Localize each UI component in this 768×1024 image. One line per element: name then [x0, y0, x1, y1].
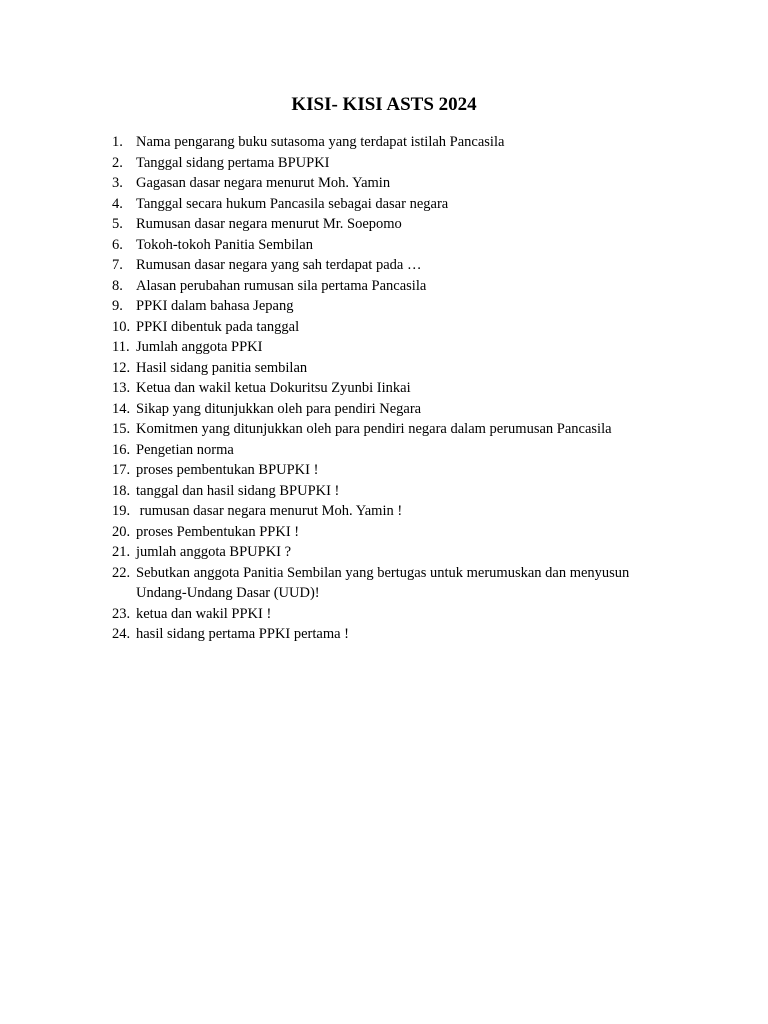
list-item-text: Jumlah anggota PPKI — [136, 339, 263, 355]
list-item — [112, 522, 672, 543]
list-item-text: Nama pengarang buku sutasoma yang terdapat istilah Pancasila — [136, 134, 505, 150]
list-item-text: rumusan dasar negara menurut Moh. Yamin ! — [136, 503, 403, 519]
list-item-number: 2. — [112, 154, 123, 171]
list-item — [112, 604, 672, 625]
list-item-number: 16. — [112, 441, 131, 458]
list-item-text: proses Pembentukan PPKI ! — [136, 523, 300, 540]
list-item-text: hasil sidang pertama PPKI pertama ! — [136, 626, 350, 642]
list-item — [112, 624, 672, 645]
list-item — [112, 214, 672, 235]
list-item-number: 5. — [112, 216, 123, 232]
list-item-number: 3. — [112, 175, 123, 191]
list-item — [112, 276, 672, 297]
list-item — [112, 296, 672, 317]
list-item-number: 18. — [112, 482, 131, 499]
list-item — [112, 235, 672, 256]
list-item-number: 1. — [112, 134, 123, 150]
list-item — [112, 419, 672, 440]
list-item-text: Rumusan dasar negara menurut Mr. Soepomo — [136, 216, 402, 232]
list-item-text: Hasil sidang panitia sembilan — [136, 359, 308, 376]
list-item-text: Sikap yang ditunjukkan oleh para pendiri Negara — [136, 400, 422, 417]
list-item-text: Rumusan dasar negara yang sah terdapat pada … — [136, 257, 422, 273]
list-item — [112, 399, 672, 420]
list-item-text: Gagasan dasar negara menurut Moh. Yamin — [136, 175, 391, 191]
list-item — [112, 358, 672, 379]
list-item-number: 14. — [112, 400, 131, 417]
list-item-number: 21. — [112, 544, 131, 560]
list-item-text: Pengetian norma — [136, 441, 234, 458]
list-item-text: proses pembentukan BPUPKI ! — [136, 462, 319, 478]
list-item-number: 20. — [112, 523, 131, 540]
list-item-number: 24. — [112, 626, 131, 642]
list-item-number: 12. — [112, 359, 131, 376]
list-item — [112, 542, 672, 563]
list-item — [112, 194, 672, 215]
list-item-number: 8. — [112, 277, 123, 294]
list-item — [112, 153, 672, 174]
list-item-text: Komitmen yang ditunjukkan oleh para pendiri negara dalam perumusan Pancasila — [136, 421, 612, 437]
list-item — [112, 337, 672, 358]
list-item-text: Tanggal secara hukum Pancasila sebagai dasar negara — [136, 195, 449, 212]
list-item-text: PPKI dibentuk pada tanggal — [136, 318, 300, 335]
list-item-text: Alasan perubahan rumusan sila pertama Pancasila — [136, 277, 427, 294]
list-item — [112, 563, 672, 604]
list-item-number: 13. — [112, 380, 131, 396]
list-item-number: 19. — [112, 503, 131, 519]
list-item-text: Ketua dan wakil ketua Dokuritsu Zyunbi Iinkai — [136, 380, 411, 396]
list-item — [112, 173, 672, 194]
list-item-text: Tokoh-tokoh Panitia Sembilan — [136, 236, 313, 253]
list-item — [112, 132, 672, 153]
question-list — [112, 132, 672, 645]
list-item — [112, 460, 672, 481]
list-item-text: jumlah anggota BPUPKI ? — [136, 544, 292, 560]
list-item-number: 10. — [112, 318, 131, 335]
list-item-text: Tanggal sidang pertama BPUPKI — [136, 154, 330, 171]
list-item-number: 6. — [112, 236, 123, 253]
list-item — [112, 501, 672, 522]
list-item-number: 22. — [112, 564, 131, 581]
list-item — [112, 255, 672, 276]
list-item-number: 23. — [112, 605, 131, 622]
list-item-number: 9. — [112, 298, 123, 314]
list-item-number: 17. — [112, 462, 131, 478]
list-item-text: tanggal dan hasil sidang BPUPKI ! — [136, 482, 340, 499]
list-item-number: 15. — [112, 421, 131, 437]
list-item-number: 11. — [112, 339, 130, 355]
list-item — [112, 440, 672, 461]
list-item-text: Sebutkan anggota Panitia Sembilan yang bertugas untuk merumuskan dan menyusun Undang-Undang Dasar (UUD)! — [136, 564, 633, 601]
list-item-number: 7. — [112, 257, 123, 273]
list-item-text: ketua dan wakil PPKI ! — [136, 605, 272, 622]
list-item — [112, 378, 672, 399]
document-title: KISI- KISI ASTS 2024 — [291, 94, 477, 115]
list-item — [112, 481, 672, 502]
list-item-number: 4. — [112, 195, 123, 212]
list-item-text: PPKI dalam bahasa Jepang — [136, 298, 294, 314]
list-item — [112, 317, 672, 338]
